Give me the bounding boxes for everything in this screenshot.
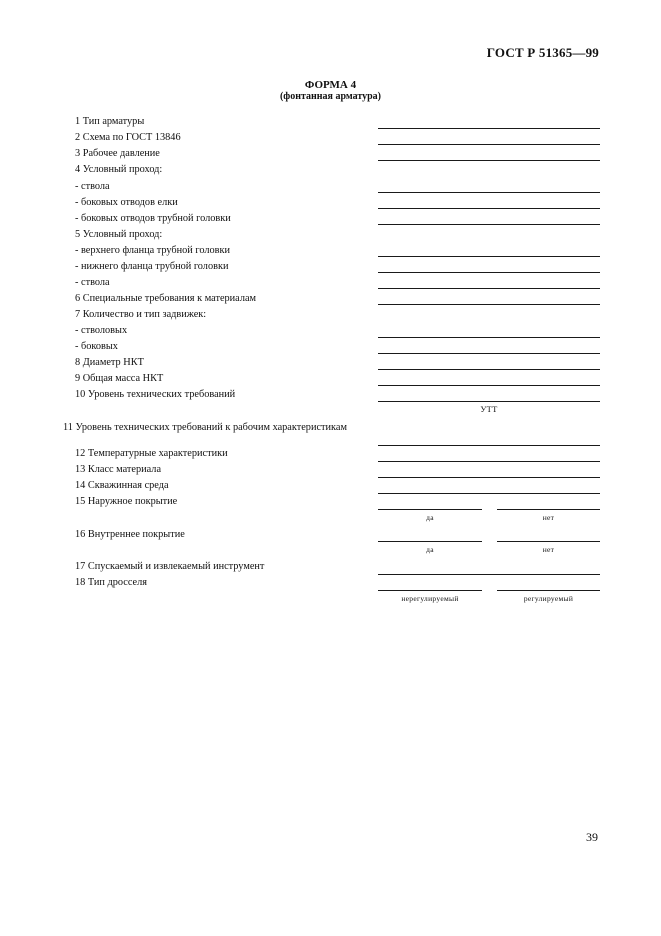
answer-line[interactable] xyxy=(378,401,600,402)
item-label: 15 Наружное покрытие xyxy=(75,496,178,507)
answer-line[interactable] xyxy=(378,192,600,193)
item-label: 18 Тип дросселя xyxy=(75,577,148,588)
answer-line[interactable] xyxy=(378,477,600,478)
answer-line[interactable] xyxy=(378,461,600,462)
answer-line[interactable] xyxy=(378,385,600,386)
answer-line[interactable] xyxy=(378,574,600,575)
answer-line[interactable] xyxy=(378,288,600,289)
item-label: 11 Уровень технических требований к рабочим характеристикам xyxy=(63,422,347,433)
form-title: ФОРМА 4 xyxy=(304,79,357,91)
answer-line[interactable] xyxy=(378,144,600,145)
standard-number: ГОСТ Р 51365—99 xyxy=(486,45,599,60)
answer-line[interactable] xyxy=(378,445,600,446)
item-label: 4 Условный проход: xyxy=(75,164,163,175)
form-subtitle: (фонтанная арматура) xyxy=(279,91,382,102)
item-label: - ствола xyxy=(75,277,110,288)
answer-line-regulated[interactable] xyxy=(497,590,600,591)
item-label: 16 Внутреннее покрытие xyxy=(75,529,185,540)
answer-line[interactable] xyxy=(378,224,600,225)
yes-caption: да xyxy=(426,513,434,522)
item-label: 8 Диаметр НКТ xyxy=(75,357,144,368)
answer-line-no[interactable] xyxy=(497,509,600,510)
item-label: - боковых отводов елки xyxy=(75,197,178,208)
item-label: 5 Условный проход: xyxy=(75,229,163,240)
page-number: 39 xyxy=(586,830,598,844)
regulated-caption: регулируемый xyxy=(523,594,574,603)
answer-line[interactable] xyxy=(378,256,600,257)
answer-line[interactable] xyxy=(378,353,600,354)
item-label: 7 Количество и тип задвижек: xyxy=(75,309,207,320)
yes-caption: да xyxy=(426,545,434,554)
utt-caption: УТТ xyxy=(480,404,498,414)
item-label: - стволовых xyxy=(75,325,128,336)
answer-line[interactable] xyxy=(378,337,600,338)
item-label: - верхнего фланца трубной головки xyxy=(75,245,231,256)
item-label: - боковых отводов трубной головки xyxy=(75,213,231,224)
answer-line[interactable] xyxy=(378,128,600,129)
no-caption: нет xyxy=(542,545,555,554)
answer-line[interactable] xyxy=(378,369,600,370)
answer-line[interactable] xyxy=(378,208,600,209)
item-label: 3 Рабочее давление xyxy=(75,148,160,159)
item-label: 17 Спускаемый и извлекаемый инструмент xyxy=(75,561,265,572)
answer-line-yes[interactable] xyxy=(378,541,482,542)
item-label: 13 Класс материала xyxy=(75,464,162,475)
answer-line-unregulated[interactable] xyxy=(378,590,482,591)
item-label: 2 Схема по ГОСТ 13846 xyxy=(75,132,181,143)
item-label: 1 Тип арматуры xyxy=(75,116,145,127)
answer-line[interactable] xyxy=(378,160,600,161)
item-label: 9 Общая масса НКТ xyxy=(75,373,164,384)
no-caption: нет xyxy=(542,513,555,522)
unregulated-caption: нерегулируемый xyxy=(401,594,459,603)
item-label: - ствола xyxy=(75,181,110,192)
answer-line[interactable] xyxy=(378,304,600,305)
item-label: 6 Специальные требования к материалам xyxy=(75,293,257,304)
answer-line[interactable] xyxy=(378,272,600,273)
item-label: 10 Уровень технических требований xyxy=(75,389,236,400)
item-label: - нижнего фланца трубной головки xyxy=(75,261,229,272)
item-label: 14 Скважинная среда xyxy=(75,480,169,491)
answer-line-no[interactable] xyxy=(497,541,600,542)
answer-line[interactable] xyxy=(378,493,600,494)
answer-line-yes[interactable] xyxy=(378,509,482,510)
item-label: 12 Температурные характеристики xyxy=(75,448,228,459)
item-label: - боковых xyxy=(75,341,118,352)
